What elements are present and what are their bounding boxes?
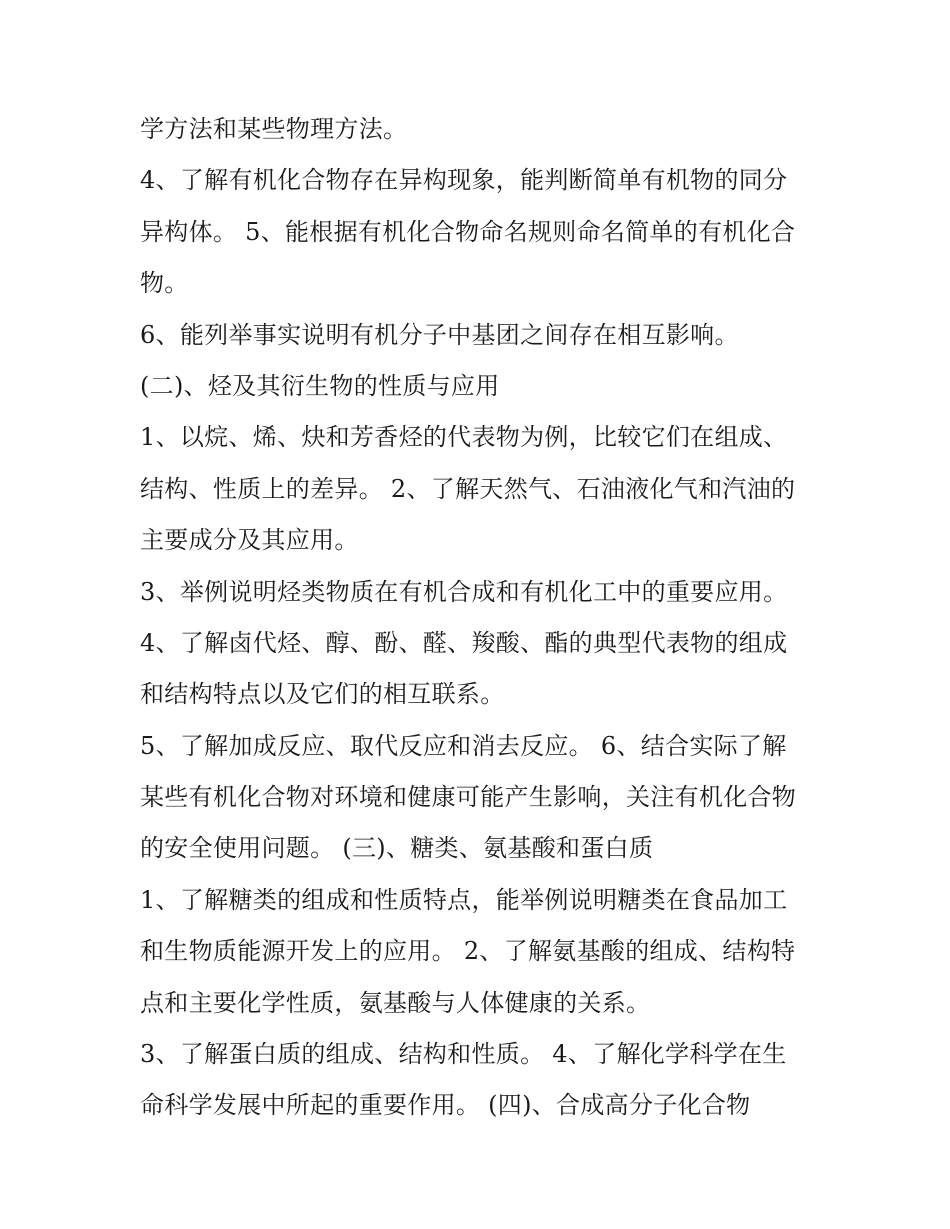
text-line: 6、能列举事实说明有机分子中基团之间存在相互影响。 bbox=[140, 320, 739, 349]
text-line: 主要成分及其应用。 bbox=[140, 526, 359, 555]
text-line: 点和主要化学性质，氨基酸与人体健康的关系。 bbox=[140, 988, 651, 1017]
text-line: 学方法和某些物理方法。 bbox=[140, 115, 408, 143]
document-body bbox=[140, 104, 820, 1132]
text-line: 4、了解有机化合物存在异构现象，能判断简单有机物的同分 bbox=[140, 166, 788, 195]
text-line: 结构、性质上的差异。 2、了解天然气、石油液化气和汽油的 bbox=[140, 474, 796, 503]
text-line: 3、举例说明烃类物质在有机合成和有机化工中的重要应用。 bbox=[140, 577, 788, 606]
text-line: 3、了解蛋白质的组成、结构和性质。 4、了解化学科学在生 bbox=[140, 1040, 787, 1069]
text-line: 4、了解卤代烃、醇、酚、醛、羧酸、酯的典型代表物的组成 bbox=[140, 628, 788, 657]
text-line: 的安全使用问题。 (三)、糖类、氨基酸和蛋白质 bbox=[140, 834, 654, 863]
text-line: 5、了解加成反应、取代反应和消去反应。 6、结合实际了解 bbox=[140, 731, 787, 760]
text-line: 某些有机化合物对环境和健康可能产生影响，关注有机化合物 bbox=[140, 783, 797, 812]
text-line: 命科学发展中所起的重要作用。 (四)、合成高分子化合物 bbox=[140, 1091, 751, 1120]
text-line: 异构体。 5、能根据有机化合物命名规则命名简单的有机化合 bbox=[140, 217, 796, 246]
text-line: 和结构特点以及它们的相互联系。 bbox=[140, 680, 505, 709]
section-heading: (二)、烃及其衍生物的性质与应用 bbox=[140, 371, 500, 400]
text-line: 1、以烷、烯、炔和芳香烃的代表物为例，比较它们在组成、 bbox=[140, 423, 788, 452]
text-line: 1、了解糖类的组成和性质特点，能举例说明糖类在食品加工 bbox=[140, 885, 788, 914]
text-line: 物。 bbox=[140, 269, 189, 298]
text-line: 和生物质能源开发上的应用。 2、了解氨基酸的组成、结构特 bbox=[140, 937, 796, 966]
